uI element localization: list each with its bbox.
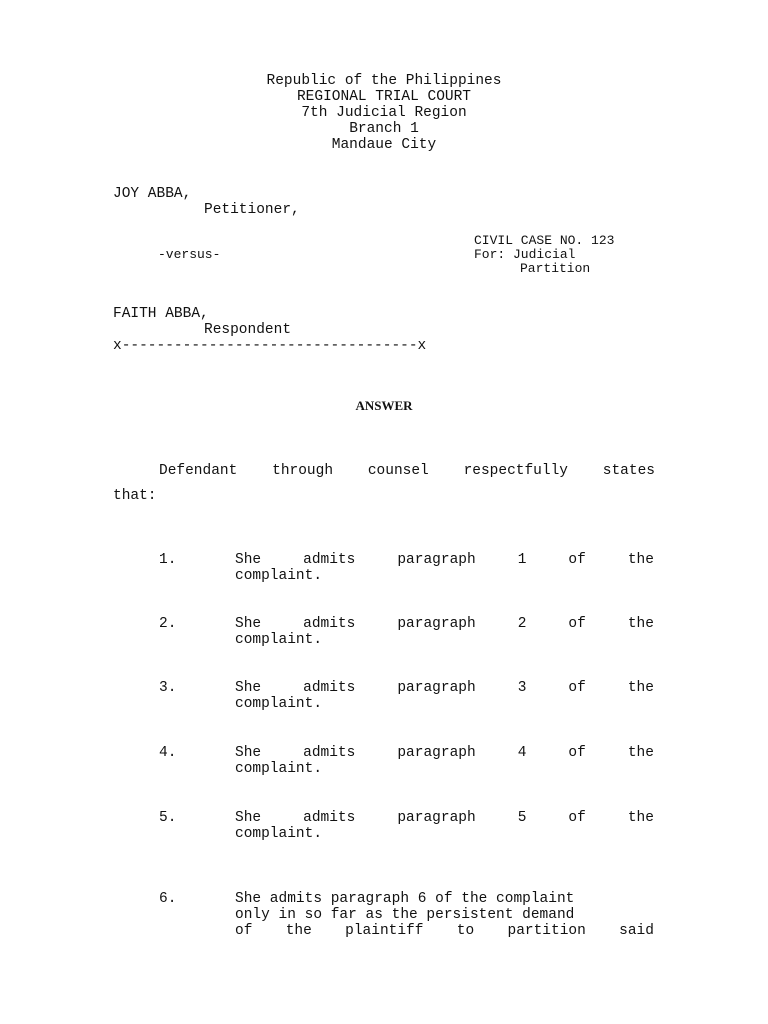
intro-line-2: that: xyxy=(113,488,157,504)
item-word: admits xyxy=(303,810,356,826)
respondent-name: FAITH ABBA, xyxy=(113,306,209,322)
item-word: the xyxy=(627,745,654,761)
item-word: paragraph xyxy=(397,680,476,696)
item-word: of xyxy=(568,552,586,568)
item6-line-3 xyxy=(235,923,654,939)
item-word: She xyxy=(235,680,262,696)
item-line xyxy=(235,680,654,696)
item-line-2: complaint. xyxy=(235,568,323,584)
item-number: 1. xyxy=(159,552,177,568)
item-word: admits xyxy=(303,680,356,696)
item-word: of xyxy=(568,745,586,761)
item-word: the xyxy=(627,616,654,632)
item-line-2: complaint. xyxy=(235,632,323,648)
petitioner-role: Petitioner, xyxy=(204,202,300,218)
caption-divider: x----------------------------------x xyxy=(113,338,427,354)
item-number: 6. xyxy=(159,891,177,907)
item-line xyxy=(235,810,654,826)
item-line xyxy=(235,616,654,632)
header-republic: Republic of the Philippines xyxy=(266,73,502,89)
item-word: the xyxy=(627,552,654,568)
item-line-2: complaint. xyxy=(235,826,323,842)
item-word: said xyxy=(619,923,654,939)
item-word: 5 xyxy=(517,810,527,826)
header-city: Mandaue City xyxy=(331,137,437,153)
case-subject: Partition xyxy=(520,261,591,276)
header-branch: Branch 1 xyxy=(349,121,419,137)
item-word: She xyxy=(235,745,262,761)
item-word: 3 xyxy=(517,680,527,696)
intro-line-1 xyxy=(159,463,655,479)
item-word: the xyxy=(627,810,654,826)
intro-word: counsel xyxy=(367,463,429,479)
item-word: admits xyxy=(303,745,356,761)
item-line xyxy=(235,745,654,761)
item-word: partition xyxy=(507,923,586,939)
item-word: the xyxy=(285,923,312,939)
item-word: She xyxy=(235,616,262,632)
item-word: of xyxy=(568,616,586,632)
item-word: She xyxy=(235,552,262,568)
item-line-2: complaint. xyxy=(235,696,323,712)
item-word: of xyxy=(235,923,253,939)
item-word: 4 xyxy=(517,745,527,761)
item-word: paragraph xyxy=(397,810,476,826)
item6-line-1: She admits paragraph 6 of the complaint xyxy=(235,891,575,907)
item-word: of xyxy=(568,810,586,826)
item-number: 3. xyxy=(159,680,177,696)
intro-word: states xyxy=(602,463,655,479)
item-word: the xyxy=(627,680,654,696)
item-word: She xyxy=(235,810,262,826)
document-title: ANSWER xyxy=(355,398,413,413)
item-word: paragraph xyxy=(397,552,476,568)
versus-label: -versus- xyxy=(158,247,221,262)
item-word: paragraph xyxy=(397,745,476,761)
item-number: 5. xyxy=(159,810,177,826)
item-word: of xyxy=(568,680,586,696)
petitioner-name: JOY ABBA, xyxy=(113,186,192,202)
item-word: admits xyxy=(303,552,356,568)
header-court: REGIONAL TRIAL COURT xyxy=(296,89,472,105)
item-word: 2 xyxy=(517,616,527,632)
item-word: paragraph xyxy=(397,616,476,632)
case-number: CIVIL CASE NO. 123 xyxy=(474,233,615,248)
item-word: admits xyxy=(303,616,356,632)
item6-line-2: only in so far as the persistent demand xyxy=(235,907,575,923)
intro-word: through xyxy=(272,463,334,479)
item-line-2: complaint. xyxy=(235,761,323,777)
item-number: 2. xyxy=(159,616,177,632)
item-number: 4. xyxy=(159,745,177,761)
item-word: plaintiff xyxy=(345,923,424,939)
intro-word: Defendant xyxy=(159,463,238,479)
case-for: For: Judicial xyxy=(474,247,576,262)
item-word: 1 xyxy=(517,552,527,568)
item-word: to xyxy=(456,923,475,939)
item-line xyxy=(235,552,654,568)
header-region: 7th Judicial Region xyxy=(301,105,467,121)
respondent-role: Respondent xyxy=(204,322,292,338)
intro-word: respectfully xyxy=(463,463,568,479)
